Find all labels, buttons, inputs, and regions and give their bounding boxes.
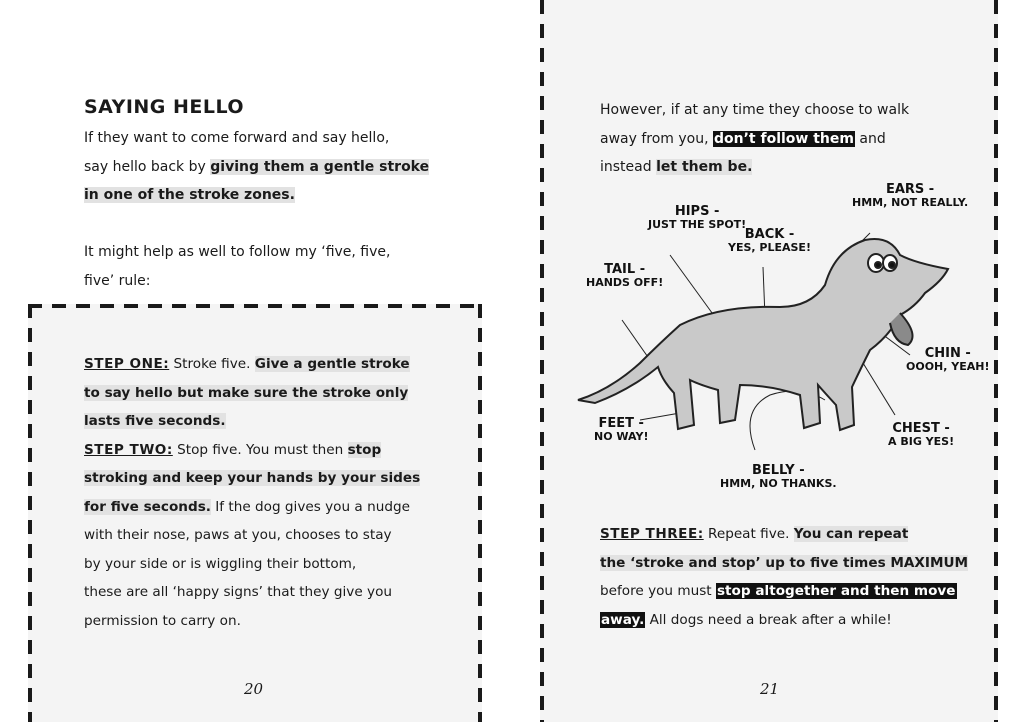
gutter: [508, 0, 540, 722]
page-number: 20: [244, 680, 264, 698]
rule-paragraph: [84, 238, 504, 295]
step-one-label: STEP ONE:: [84, 356, 170, 372]
label-ears: EARS - HMM, NOT REALLY.: [852, 182, 969, 209]
dark-highlight: don’t follow them: [714, 130, 854, 147]
highlight-text: to say hello but make sure the stroke only: [84, 384, 409, 401]
steps-text: STEP ONE: Stroke five. Give a gentle stroke to say hello but make sure the stroke only lasts five seconds. STEP TWO: Stop five. You must then stop stroking and keep your hands by your sides for five seconds. If the dog gives you a nudge with their nose, paws at you, chooses to stay by your side or is wiggling their bottom, these are all ‘happy signs’ that they give you permission to carry on.: [84, 350, 474, 635]
rule-line: It might help as well to follow my ‘five, five,: [84, 244, 391, 260]
highlight-text: let them be.: [656, 159, 753, 175]
highlight-text: in one of the stroke zones.: [84, 187, 295, 203]
steps-box: [28, 304, 482, 722]
label-chest: CHEST - A BIG YES!: [888, 421, 955, 448]
dark-highlight: stop altogether and then move: [716, 583, 956, 599]
highlight-text: stroking and keep your hands by your sides: [84, 470, 421, 486]
step-two-line: STEP TWO: Stop five. You must then stop: [84, 441, 382, 458]
dashed-border: [478, 304, 482, 722]
left-page: [0, 0, 508, 722]
page-number: 21: [760, 680, 780, 698]
dashed-border: [28, 304, 482, 308]
intro-paragraph: [84, 124, 504, 210]
dashed-border: [994, 0, 998, 722]
label-back: BACK - YES, PLEASE!: [728, 227, 811, 254]
step-three-label: STEP THREE:: [600, 526, 704, 542]
label-belly: BELLY - HMM, NO THANKS.: [720, 463, 837, 490]
highlight-text: giving them a gentle stroke: [210, 158, 430, 175]
dashed-border: [540, 0, 544, 722]
rule-line: five’ rule:: [84, 272, 151, 289]
highlight-text: Give a gentle stroke: [254, 356, 410, 372]
section-title: SAYING HELLO: [84, 96, 245, 118]
highlight-text: stop: [347, 441, 382, 458]
highlight-text: the ‘stroke and stop’ up to five times MAXIMUM: [600, 554, 969, 571]
right-intro: However, if at any time they choose to walk away from you, don’t follow them and instead let them be.: [600, 102, 910, 175]
highlight-text: for five seconds.: [84, 498, 211, 515]
highlight-text: You can repeat: [793, 526, 909, 542]
label-hips: HIPS - JUST THE SPOT!: [648, 204, 747, 231]
step-two-label: STEP TWO:: [84, 441, 173, 458]
label-tail: TAIL - HANDS OFF!: [586, 262, 664, 289]
highlight-text: lasts five seconds.: [84, 413, 226, 429]
label-feet: FEET - NO WAY!: [594, 416, 649, 443]
step-one-line: STEP ONE: Stroke five. Give a gentle stroke: [84, 356, 410, 372]
dashed-border: [28, 304, 32, 722]
intro-line: say hello back by giving them a gentle stroke: [84, 158, 430, 175]
step-three-text: STEP THREE: Repeat five. You can repeat the ‘stroke and stop’ up to five times MAXIMUM before you must stop altogether and then move away. All dogs need a break after a while!: [600, 526, 969, 628]
label-chin: CHIN - OOOH, YEAH!: [906, 346, 990, 373]
intro-line: [84, 181, 504, 210]
intro-line: If they want to come forward and say hello,: [84, 130, 390, 146]
dark-highlight: away.: [601, 611, 645, 628]
